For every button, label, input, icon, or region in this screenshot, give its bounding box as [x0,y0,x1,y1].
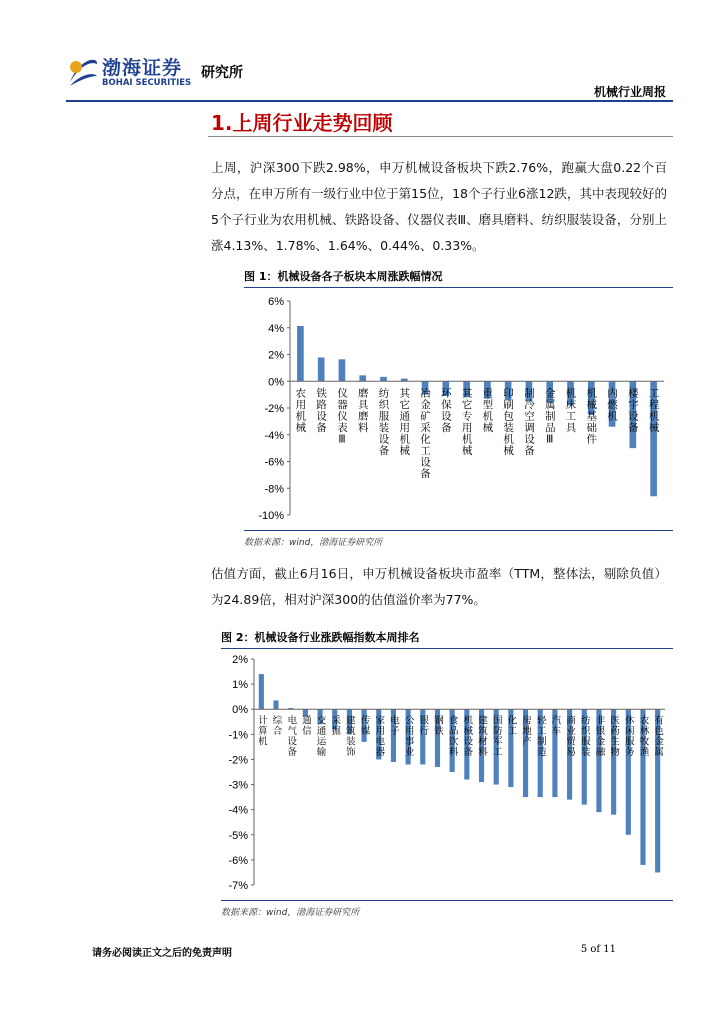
fig2-category-label: 纺织服装 [578,715,590,758]
fig2-category-label: 传媒 [358,715,370,737]
fig1-y-tick-label: -2% [264,403,284,415]
fig1-category-label: 机械基础件 [585,387,598,445]
fig2-category-label: 家用电器 [373,715,385,758]
fig2-category-label: 医药生物 [608,715,620,758]
bohai-logo-icon [66,52,100,92]
fig1-y-tick-label: -8% [264,483,284,496]
fig2-y-tick-label: -5% [228,829,248,842]
fig2-category-label: 商业贸易 [564,715,576,758]
fig2-category-label: 汽车 [549,715,561,737]
fig2-category-label: 食品饮料 [446,715,458,758]
fig2-y-tick-label: -2% [228,754,248,767]
fig2-y-tick-label: -1% [228,729,248,742]
fig1-y-tick-label: 6% [268,296,284,308]
fig2-y-tick-label: -4% [228,804,248,817]
institute-name: 研究所 [201,65,243,81]
fig2-bar [259,674,264,709]
fig2-category-label: 钢铁 [431,715,443,737]
fig1-y-tick-label: 4% [268,322,284,335]
fig1-category-label: 工程机械 [647,387,660,434]
fig1-svg [244,293,673,528]
fig2-category-label: 建筑装饰 [343,715,355,758]
fig2-category-label: 休闲服务 [622,715,634,758]
paragraph-market-review: 上周，沪深300下跌2.98%，申万机械设备板块下跌2.76%，跑赢大盘0.22个百分点，在申万所有一级行业中位于第15位，18个子行业6涨12跌，其中表现较好的5个子行业为农用机械、铁路设备、仪器仪表Ⅲ、磨具磨料、纺织服装设备，分别上涨4.13%、1.78%、1.64%、0.44%、0.33%。 [211,160,667,253]
logo-chinese-name: 渤海证券 [102,57,183,79]
figure1-source: 数据来源：wind，渤海证券研究所 [244,538,383,548]
section-divider [208,136,673,137]
fig1-category-label: 金属制品Ⅲ [543,387,556,447]
fig1-bar [380,377,387,381]
fig2-category-label: 机械设备 [461,715,473,758]
fig1-category-label: 重型机械 [481,387,494,434]
fig2-category-label: 采掘 [329,715,341,737]
fig1-category-label: 冶金矿采化工设备 [419,387,432,480]
fig2-y-tick-label: 0% [232,704,248,717]
fig2-category-label: 电气设备 [285,715,297,758]
fig1-y-tick-label: -10% [258,510,284,522]
section-title: 1.上周行业走势回顾 [211,111,393,135]
fig1-bar [339,359,346,381]
fig2-bar [273,700,278,709]
header-divider [66,100,673,102]
fig1-category-label: 印刷包装机械 [502,387,515,457]
fig1-bar [318,357,325,381]
fig2-category-label: 轻工制造 [534,715,546,758]
fig1-y-tick-label: 2% [268,349,284,362]
fig2-category-label: 公用事业 [402,715,414,758]
fig1-category-label: 楼宇设备 [626,387,639,434]
figure2-source: 数据来源：wind，渤海证券研究所 [221,908,360,918]
fig2-category-label: 电子 [387,715,399,737]
fig1-bar [359,375,366,381]
figure1-chart [244,293,673,528]
fig2-category-label: 综合 [270,715,282,737]
fig1-category-label: 纺织服装设备 [377,387,390,457]
fig2-y-tick-label: 2% [232,654,248,666]
fig2-category-label: 有色金属 [652,715,664,758]
figure1-bottom-rule [244,530,673,531]
figure2-chart [221,650,673,898]
fig1-y-tick-label: -4% [264,429,284,442]
fig2-y-tick-label: -3% [228,779,248,792]
figure2-bottom-rule [221,900,673,901]
fig1-category-label: 其它专用机械 [460,387,473,457]
logo-english-name: BOHAI SECURITIES [102,78,192,88]
fig2-y-tick-label: -6% [228,854,248,867]
fig1-category-label: 铁路设备 [315,387,328,434]
fig1-category-label: 内燃机 [606,387,619,422]
fig2-category-label: 银行 [417,715,429,737]
page-header [0,0,724,105]
fig1-y-tick-label: -6% [264,456,284,469]
fig1-y-tick-label: 0% [268,376,284,389]
figure1-caption: 图 1：机械设备各子板块本周涨跌幅情况 [244,268,673,288]
fig1-category-label: 仪器仪表Ⅲ [335,387,348,447]
fig2-svg [221,650,673,898]
fig2-y-tick-label: 1% [232,679,248,692]
paragraph-valuation: 估值方面，截止6月16日，申万机械设备板块市盈率（TTM，整体法，剔除负值）为24.89倍，相对沪深300的估值溢价率为77%。 [211,566,667,607]
page-number: 5 of 11 [580,944,616,955]
fig1-category-label: 制冷空调设备 [522,387,535,457]
fig2-y-tick-label: -7% [228,880,248,892]
fig2-category-label: 通信 [299,715,311,737]
figure2-caption: 图 2：机械设备行业涨跌幅指数本周排名 [221,629,673,649]
fig1-category-label: 农用机械 [294,387,307,434]
footer-disclaimer: 请务必阅读正文之后的免责声明 [92,948,232,959]
fig1-category-label: 其它通用机械 [398,387,411,457]
fig2-category-label: 非银金融 [593,715,605,758]
bohai-logo [66,52,196,96]
fig2-category-label: 交通运输 [314,715,326,758]
fig2-category-label: 计算机 [255,715,267,747]
fig2-category-label: 农林牧渔 [637,715,649,758]
fig1-category-label: 环保设备 [439,387,452,434]
fig1-category-label: 机床工具 [564,387,577,434]
fig2-category-label: 建筑材料 [476,715,488,758]
fig2-category-label: 房地产 [520,715,532,747]
report-type: 机械行业周报 [593,85,666,99]
fig1-category-label: 磨具磨料 [356,387,369,434]
fig2-category-label: 国防军工 [490,715,502,758]
fig2-category-label: 化工 [505,715,517,737]
fig1-bar [297,326,304,381]
